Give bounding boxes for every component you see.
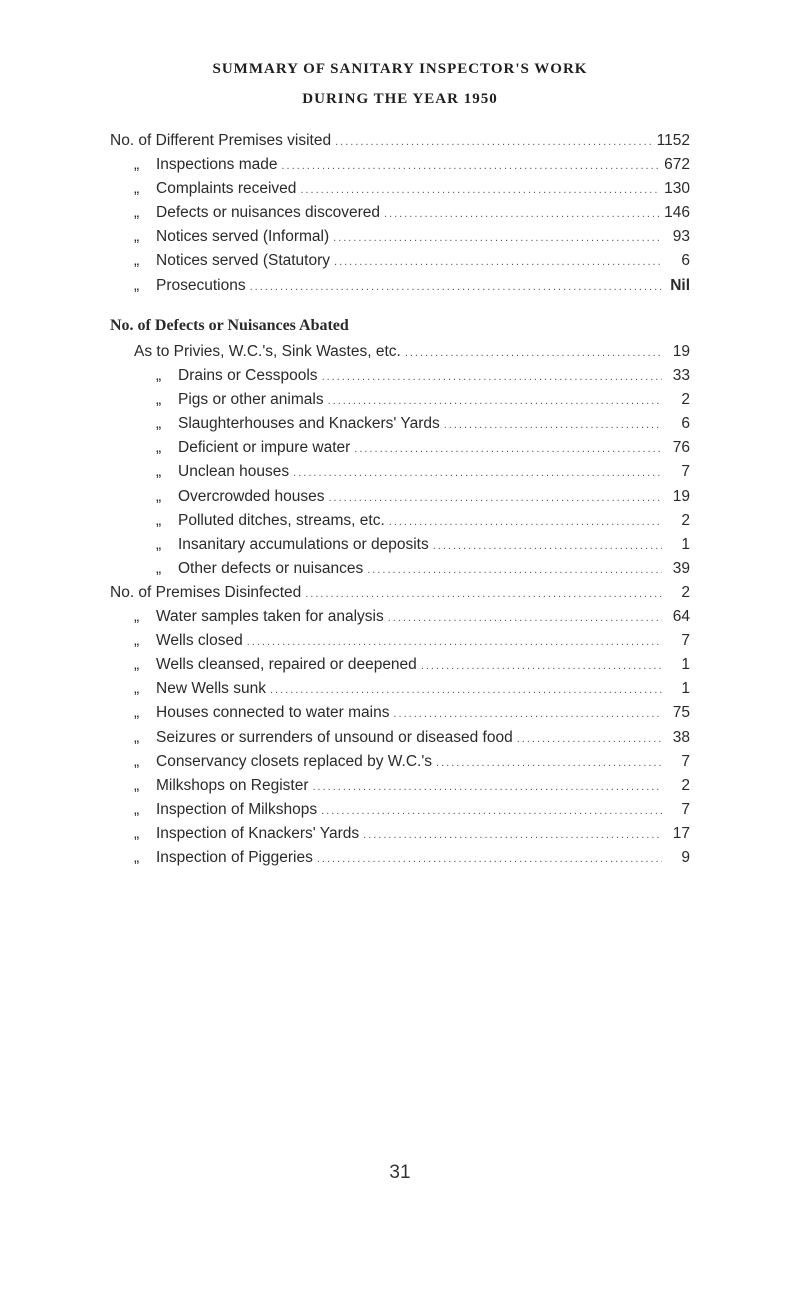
row-label: No. of Premises Disinfected: [110, 583, 302, 601]
summary-row: [110, 753, 690, 777]
summary-row: [110, 180, 690, 204]
row-value: 7: [681, 632, 690, 650]
row-label: New Wells sunk: [156, 680, 266, 698]
row-value: Nil: [670, 276, 690, 294]
leader-dots: [354, 443, 662, 455]
row-value: 6: [681, 415, 690, 433]
summary-row: [110, 204, 690, 228]
ditto-mark: „: [134, 204, 140, 222]
row-value: 33: [672, 367, 690, 385]
row-value: 146: [664, 204, 690, 222]
ditto-mark: „: [134, 728, 140, 746]
row-label: Inspections made: [156, 156, 278, 174]
summary-row: [110, 488, 690, 512]
row-label: Polluted ditches, streams, etc.: [178, 511, 385, 529]
row-value: 38: [672, 728, 690, 746]
ditto-mark: „: [134, 752, 140, 770]
row-value: 7: [681, 800, 690, 818]
row-label: As to Privies, W.C.'s, Sink Wastes, etc.: [134, 343, 401, 360]
ditto-mark: „: [134, 800, 140, 818]
ditto-mark: „: [156, 463, 162, 481]
leader-dots: [317, 853, 662, 865]
row-label: Conservancy closets replaced by W.C.'s: [156, 752, 433, 770]
ditto-mark: „: [134, 824, 140, 842]
leader-dots: [421, 660, 662, 672]
row-value: 19: [672, 487, 690, 505]
row-value: 1: [681, 656, 690, 674]
row-value: 130: [664, 180, 690, 198]
leader-dots: [388, 612, 662, 624]
summary-row: [110, 252, 690, 276]
row-value: 6: [681, 252, 690, 270]
ditto-mark: „: [156, 415, 162, 433]
ditto-mark: „: [156, 391, 162, 409]
leader-dots: [384, 208, 660, 220]
leader-dots: [335, 136, 653, 148]
summary-row: [110, 463, 690, 487]
leader-dots: [312, 781, 662, 793]
ditto-mark: „: [134, 180, 140, 198]
leader-dots: [333, 232, 662, 244]
ditto-mark: „: [156, 511, 162, 529]
summary-row: [110, 415, 690, 439]
leader-dots: [305, 588, 662, 600]
summary-row: [110, 632, 690, 656]
ditto-mark: „: [134, 704, 140, 722]
leader-dots: [282, 160, 661, 172]
report-title: SUMMARY OF SANITARY INSPECTOR'S WORK: [212, 61, 588, 77]
leader-dots: [247, 636, 662, 648]
leader-dots: [322, 371, 662, 383]
row-value: 1: [681, 680, 690, 698]
leader-dots: [436, 757, 662, 769]
premises-summary: [110, 132, 690, 301]
ditto-mark: „: [156, 535, 162, 553]
ditto-mark: „: [134, 656, 140, 674]
summary-row: [110, 825, 690, 849]
row-value: 2: [681, 391, 690, 409]
row-value: 93: [672, 228, 690, 246]
ditto-mark: „: [134, 632, 140, 650]
leader-dots: [293, 467, 662, 479]
summary-row: [110, 584, 690, 608]
leader-dots: [328, 395, 662, 407]
row-label: Pigs or other animals: [178, 391, 324, 409]
summary-row: [110, 680, 690, 704]
row-value: 76: [672, 439, 690, 457]
summary-row: [110, 560, 690, 584]
row-value: 2: [681, 583, 690, 601]
ditto-mark: „: [134, 608, 140, 626]
ditto-mark: „: [156, 487, 162, 505]
row-label: Insanitary accumulations or deposits: [178, 535, 429, 553]
row-value: 672: [664, 156, 690, 174]
row-label: Wells closed: [156, 632, 243, 650]
ditto-mark: „: [134, 228, 140, 246]
row-value: 1: [681, 535, 690, 553]
row-label: Complaints received: [156, 180, 297, 198]
row-label: Defects or nuisances discovered: [156, 204, 381, 222]
summary-row: [110, 777, 690, 801]
leader-dots: [444, 419, 662, 431]
row-label: Inspection of Knackers' Yards: [156, 824, 360, 842]
row-value: 7: [681, 463, 690, 481]
row-label: Notices served (Statutory: [156, 252, 331, 270]
leader-dots: [367, 564, 662, 576]
leader-dots: [250, 281, 662, 293]
summary-row: [110, 704, 690, 728]
leader-dots: [334, 256, 662, 268]
row-label: Wells cleansed, repaired or deepened: [156, 656, 417, 674]
summary-row: [110, 849, 690, 873]
ditto-mark: „: [134, 252, 140, 270]
row-value: 1152: [656, 132, 690, 149]
row-label: Houses connected to water mains: [156, 704, 390, 722]
row-label: Water samples taken for analysis: [156, 608, 384, 626]
summary-row: [110, 343, 690, 367]
row-label: Unclean houses: [178, 463, 290, 481]
section-heading: No. of Defects or Nuisances Abated: [110, 317, 349, 334]
row-value: 2: [681, 511, 690, 529]
row-label: Deficient or impure water: [178, 439, 351, 457]
ditto-mark: „: [156, 367, 162, 385]
summary-row: [110, 156, 690, 180]
summary-row: [110, 439, 690, 463]
ditto-mark: „: [134, 276, 140, 294]
leader-dots: [517, 733, 662, 745]
report-subtitle: DURING THE YEAR 1950: [302, 91, 498, 107]
leader-dots: [270, 684, 662, 696]
page-number: 31: [389, 1162, 411, 1183]
abated-summary: [110, 317, 690, 873]
ditto-mark: „: [156, 559, 162, 577]
row-label: Overcrowded houses: [178, 487, 325, 505]
leader-dots: [300, 184, 660, 196]
leader-dots: [393, 708, 662, 720]
summary-row: [110, 512, 690, 536]
leader-dots: [321, 805, 662, 817]
leader-dots: [389, 516, 662, 528]
row-label: Drains or Cesspools: [178, 367, 318, 385]
row-value: 9: [681, 848, 690, 866]
summary-row: [110, 536, 690, 560]
row-value: 39: [672, 559, 690, 577]
summary-row: [110, 391, 690, 415]
row-value: 17: [672, 824, 690, 842]
row-label: Slaughterhouses and Knackers' Yards: [178, 415, 440, 433]
row-label: Inspection of Milkshops: [156, 800, 318, 818]
row-label: Milkshops on Register: [156, 776, 309, 794]
row-label: Seizures or surrenders of unsound or diseased food: [156, 728, 513, 746]
row-label: Inspection of Piggeries: [156, 848, 313, 866]
summary-row: [110, 277, 690, 301]
row-label: No. of Different Premises visited: [110, 132, 332, 149]
row-value: 19: [672, 343, 690, 360]
summary-row: [110, 656, 690, 680]
ditto-mark: „: [134, 156, 140, 174]
row-label: Prosecutions: [156, 276, 246, 294]
summary-row: [110, 729, 690, 753]
summary-row: [110, 367, 690, 391]
leader-dots: [405, 347, 662, 359]
summary-row: [110, 608, 690, 632]
summary-row: [110, 228, 690, 252]
ditto-mark: „: [134, 776, 140, 794]
summary-row: [110, 801, 690, 825]
summary-row: [110, 132, 690, 156]
leader-dots: [433, 540, 662, 552]
row-label: Other defects or nuisances: [178, 559, 364, 577]
ditto-mark: „: [156, 439, 162, 457]
row-value: 7: [681, 752, 690, 770]
leader-dots: [328, 492, 662, 504]
row-label: Notices served (Informal): [156, 228, 330, 246]
ditto-mark: „: [134, 680, 140, 698]
leader-dots: [363, 829, 662, 841]
row-value: 64: [672, 608, 690, 626]
row-value: 2: [681, 776, 690, 794]
row-value: 75: [672, 704, 690, 722]
ditto-mark: „: [134, 848, 140, 866]
